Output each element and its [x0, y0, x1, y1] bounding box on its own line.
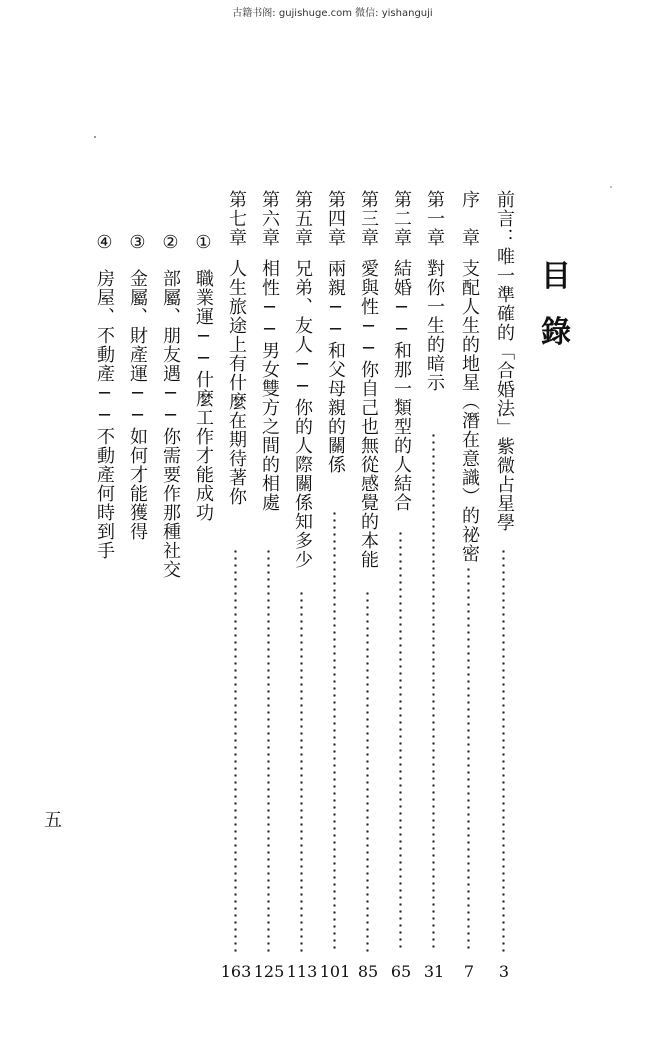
- toc-entry-text: 愛與性──你自己也無從感覺的本能: [358, 259, 379, 569]
- dot-leader: [399, 530, 402, 952]
- toc-page-number: 101: [319, 962, 351, 981]
- dot-leader: [333, 510, 336, 952]
- toc-page-number: 113: [286, 962, 318, 981]
- toc-page-number: 125: [253, 962, 285, 981]
- subentry-text: 職業運──什麼工作才能成功: [193, 269, 214, 522]
- dot-leader: [300, 590, 303, 952]
- dot-leader: [267, 548, 270, 952]
- toc-page-number: 3: [498, 962, 510, 981]
- watermark: 古籍书阁: gujishuge.com 微信: yishanguji: [232, 8, 433, 19]
- page-number: 五: [44, 810, 62, 831]
- toc-subentry-4: [91, 232, 117, 560]
- toc-entry-label: 第二章: [391, 190, 412, 247]
- toc-entry-chapter-4: [322, 190, 348, 474]
- subentry-text: 房屋、不動產──不動產何時到手: [94, 269, 115, 560]
- toc-entry-text: 人生旅途上有什麼在期待著你: [226, 259, 247, 506]
- toc-entry-label: 第七章: [226, 190, 247, 247]
- toc-subentry-1: [190, 232, 216, 522]
- dot-leader: [502, 548, 505, 952]
- toc-page-number: 85: [357, 962, 379, 981]
- toc-entry-label: 第四章: [325, 190, 346, 247]
- subentry-number: ②: [160, 232, 181, 253]
- subentry-number: ④: [94, 232, 115, 253]
- subentry-number: ③: [127, 232, 148, 253]
- toc-page-number: 65: [390, 962, 412, 981]
- dot-leader: [366, 590, 369, 952]
- toc-page-number: 31: [423, 962, 445, 981]
- toc-entry-text: ：唯一準確的「合婚法」紫微占星學: [494, 228, 515, 532]
- toc-entry-label: 第五章: [292, 190, 313, 247]
- toc-entry-chapter-1: [421, 190, 447, 392]
- toc-entry-text: 對你一生的暗示: [424, 259, 445, 392]
- toc-entry-text: 兄弟、友人──你的人際關係知多少: [292, 259, 313, 569]
- toc-entry-label: 前言: [494, 190, 515, 228]
- toc-entry-chapter-2: [388, 190, 414, 512]
- toc-entry-chapter-7: [223, 190, 249, 506]
- toc-subentry-2: [157, 232, 183, 579]
- toc-entry-preface: [491, 190, 517, 532]
- toc-page-number: 7: [463, 962, 475, 981]
- toc-entry-chapter-6: [256, 190, 282, 512]
- toc-entry-text: 支配人生的地星（潛在意識）的祕密: [459, 259, 480, 563]
- toc-entry-text: 相性──男女雙方之間的相處: [259, 259, 280, 512]
- subentry-text: 金屬、財產運──如何才能獲得: [127, 269, 148, 541]
- toc-entry-chapter-5: [289, 190, 315, 569]
- toc-page-number: 163: [220, 962, 252, 981]
- toc-entry-text: 結婚──和那一類型的人結合: [391, 259, 412, 512]
- dot-leader: [234, 548, 237, 952]
- subentry-text: 部屬、朋友遇──你需要作那種社交: [160, 269, 181, 579]
- toc-entry-label: 第六章: [259, 190, 280, 247]
- toc-title-char-1: 目: [541, 259, 571, 294]
- dot-leader: [467, 566, 470, 952]
- toc-title-char-2: 錄: [541, 315, 571, 350]
- toc-entry-label: 第一章: [424, 190, 445, 247]
- toc-entry-prologue: [456, 190, 482, 563]
- toc-entry-label: 序 章: [459, 190, 480, 247]
- subentry-number: ①: [193, 232, 214, 253]
- toc-entry-label: 第三章: [358, 190, 379, 247]
- scan-speck: [94, 136, 96, 138]
- scan-speck: [610, 186, 612, 188]
- toc-entry-chapter-3: [355, 190, 381, 569]
- dot-leader: [432, 432, 435, 952]
- toc-subentry-3: [124, 232, 150, 541]
- toc-entry-text: 兩親──和父母親的關係: [325, 259, 346, 474]
